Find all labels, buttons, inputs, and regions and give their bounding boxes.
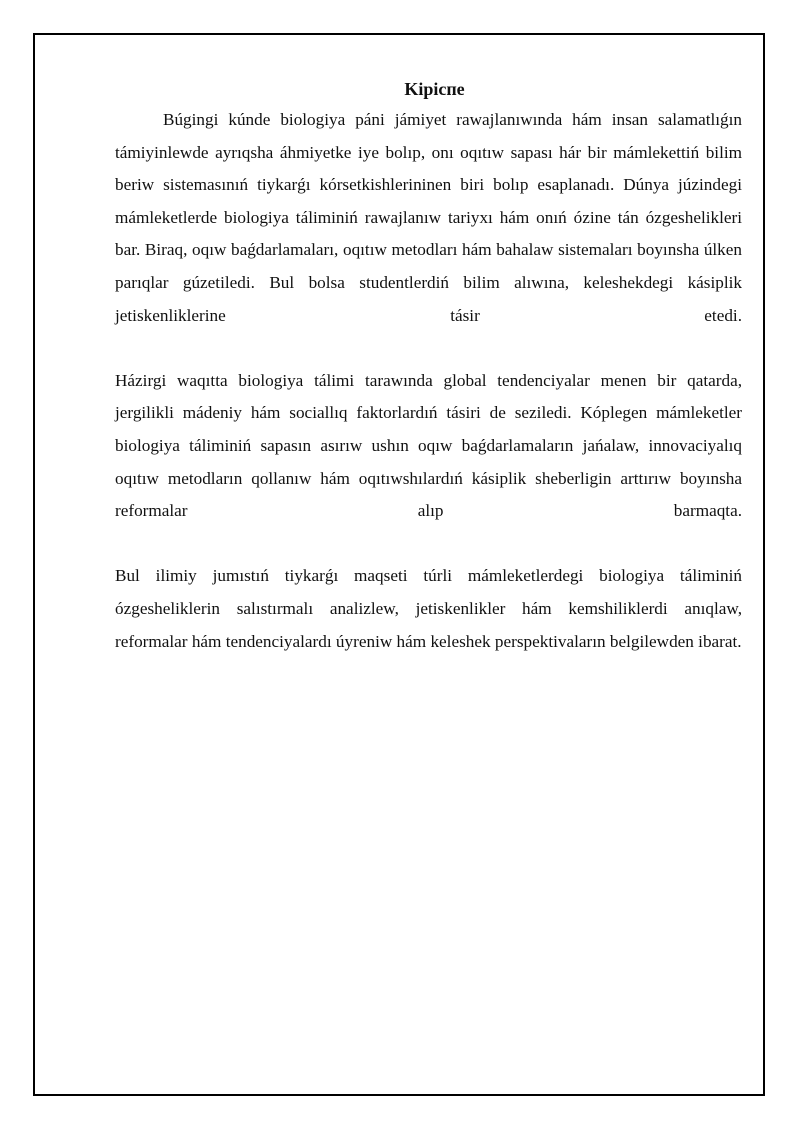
paragraph-intro: Búgingi kúnde biologiya páni jámiyet rawajlanıwında hám insan salamatlıǵın támiyinlewde ayrıqsha áhmiyetke iye bolıp, onı oqıtıw sapası hár bir mámlekettiń bilim beriw sistemasınıń tiykarǵı kórsetkishlerininen biri bolıp esaplanadı. Dúnya júzindegi mámleketlerde biologiya táliminiń rawajlanıw tariyxı hám onıń ózine tán ózgeshelikleri bar. Biraq, oqıw baǵdarlamaları, oqıtıw metodları hám bahalaw sistemaları boyınsha úlken parıqlar gúzetiledi. Bul bolsa studentlerdiń bilim alıwına, keleshekdegi kásiplik jetiskenliklerine tásir etedi. [115,110,742,325]
paragraph-spacer [115,528,742,561]
document-body [115,74,742,658]
paragraph-spacer [115,332,742,365]
document-title: Kipicпe [404,79,465,99]
paragraph-aim: Bul ilimiy jumıstıń tiykarǵı maqseti túrli mámleketlerdegi biologiya táliminiń ózgesheliklerin salıstırmalı analizlew, jetiskenlikler hám kemshiliklerdi anıqlaw, reformalar hám tendenciyalardı úyreniw hám keleshek perspektivaların belgilewden ibarat. [115,566,742,651]
paragraph-trends: Házirgi waqıtta biologiya tálimi tarawında global tendenciyalar menen bir qatarda, jergilikli mádeniy hám sociallıq faktorlardıń tásiri de seziledi. Kóplegen mámleketler biologiya táliminiń sapasın asırıw ushın oqıw baǵdarlamaların jańalaw, innovaciyalıq oqıtıw metodların qollanıw hám oqıtıwshılardıń kásiplik sheberligin arttırıw boyınsha reformalar alıp barmaqta. [115,370,742,521]
